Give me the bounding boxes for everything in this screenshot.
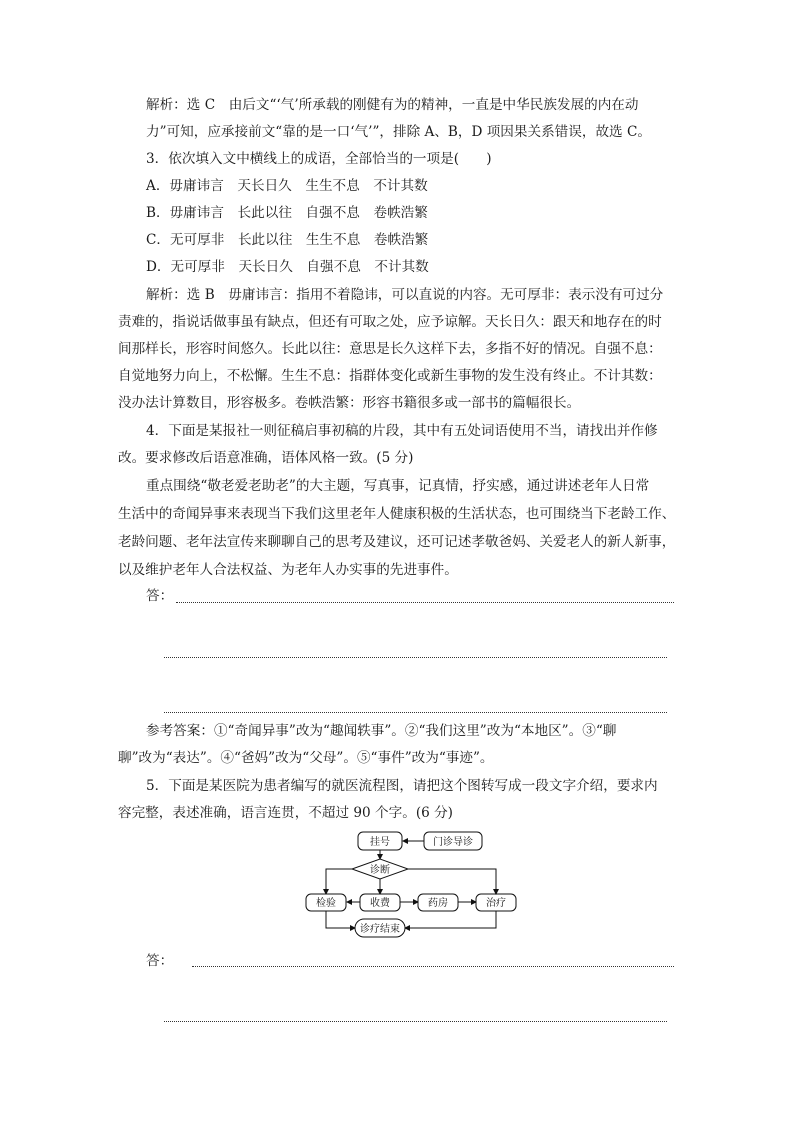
flow-arrow-treat-end bbox=[405, 911, 496, 928]
q4-passage-line-2: 生活中的奇闻异事来表现当下我们这里老年人健康积极的生活状态，也可围绕当下老龄工作、 bbox=[118, 506, 676, 522]
q4-reference-line-1: 参考答案：①“奇闻异事”改为“趣闻轶事”。②“我们这里”改为“本地区”。③“聊 bbox=[146, 723, 617, 739]
flow-arrow-test-end bbox=[326, 911, 355, 928]
q3-stem: 3．依次填入文中横线上的成语，全部恰当的一项是( ) bbox=[146, 151, 492, 167]
flow-label-test: 检验 bbox=[316, 898, 336, 909]
q4-answer-line-3[interactable] bbox=[164, 712, 667, 713]
q4-passage-line-4: 以及维护老年人合法权益、为老年人办实事的先进事件。 bbox=[118, 562, 458, 578]
q4-stem-line-1: 4．下面是某报社一则征稿启事初稿的片段，其中有五处词语使用不当，请找出并作修 bbox=[146, 423, 658, 439]
flow-arrow-diagnose-test bbox=[326, 869, 352, 894]
q4-answer-line-1[interactable] bbox=[176, 602, 674, 603]
q5-stem-line-1: 5．下面是某医院为患者编写的就医流程图，请把这个图转写成一段文字介绍，要求内 bbox=[146, 778, 658, 794]
flow-label-guide: 门诊导诊 bbox=[433, 837, 473, 848]
q4-stem-line-2: 改。要求修改后语意准确，语体风格一致。(5 分) bbox=[118, 450, 414, 466]
q3-option-b: B．毋庸讳言 长此以往 自强不息 卷帙浩繁 bbox=[146, 205, 428, 221]
flow-label-pay: 收费 bbox=[370, 898, 390, 909]
flow-label-end: 诊疗结束 bbox=[360, 924, 400, 935]
q3-analysis-line-4: 自觉地努力向上，不松懈。生生不息：指群体变化或新生事物的发生没有终止。不计其数： bbox=[118, 368, 662, 384]
q3-analysis-line-3: 间那样长，形容时间悠久。长此以往：意思是长久这样下去，多指不好的情况。自强不息： bbox=[118, 341, 662, 357]
q4-answer-label: 答： bbox=[146, 588, 174, 604]
q3-option-d: D．无可厚非 天长日久 自强不息 不计其数 bbox=[146, 259, 429, 275]
q4-answer-line-2[interactable] bbox=[164, 657, 667, 658]
q2-analysis-line-2: 力”可知，应承接前文“靠的是一口‘气’”，排除 A、B，D 项因果关系错误，故选 C。 bbox=[146, 124, 651, 140]
q3-analysis-line-1: 解析：选 B 毋庸讳言：指用不着隐讳，可以直说的内容。无可厚非：表示没有可过分 bbox=[146, 287, 664, 303]
q4-passage-line-3: 老龄问题、老年法宣传来聊聊自己的思考及建议，还可记述孝敬爸妈、关爱老人的新人新事， bbox=[118, 534, 676, 550]
flow-label-register: 挂号 bbox=[370, 837, 390, 848]
medical-flowchart bbox=[300, 828, 530, 944]
q4-reference-line-2: 聊”改为“表达”。④“爸妈”改为“父母”。⑤“事件”改为“事迹”。 bbox=[118, 750, 494, 766]
flow-label-pharmacy: 药房 bbox=[428, 898, 448, 909]
q5-answer-label: 答： bbox=[146, 953, 174, 969]
q3-analysis-line-2: 责难的，指说话做事虽有缺点，但还有可取之处，应予谅解。天长日久：跟天和地存在的时 bbox=[118, 314, 662, 330]
q2-analysis-line-1: 解析：选 C 由后文“‘气’所承载的刚健有为的精神，一直是中华民族发展的内在动 bbox=[146, 97, 639, 113]
q3-option-c: C．无可厚非 长此以往 生生不息 卷帙浩繁 bbox=[146, 232, 429, 248]
flow-arrow-diagnose-treat bbox=[408, 869, 496, 894]
flow-label-treat: 治疗 bbox=[486, 898, 506, 909]
q4-passage-line-1: 重点围绕“敬老爱老助老”的大主题，写真事，记真情，抒实感，通过讲述老年人日常 bbox=[146, 478, 650, 494]
flow-label-diagnose: 诊断 bbox=[370, 865, 390, 876]
q3-option-a: A．毋庸讳言 天长日久 生生不息 不计其数 bbox=[146, 178, 428, 194]
q3-analysis-line-5: 没办法计算数目，形容极多。卷帙浩繁：形容书籍很多或一部书的篇幅很长。 bbox=[118, 395, 581, 411]
q5-stem-line-2: 容完整，表述准确，语言连贯，不超过 90 个字。(6 分) bbox=[118, 805, 453, 821]
q5-answer-line-1[interactable] bbox=[192, 966, 674, 967]
q5-answer-line-2[interactable] bbox=[164, 1021, 667, 1022]
